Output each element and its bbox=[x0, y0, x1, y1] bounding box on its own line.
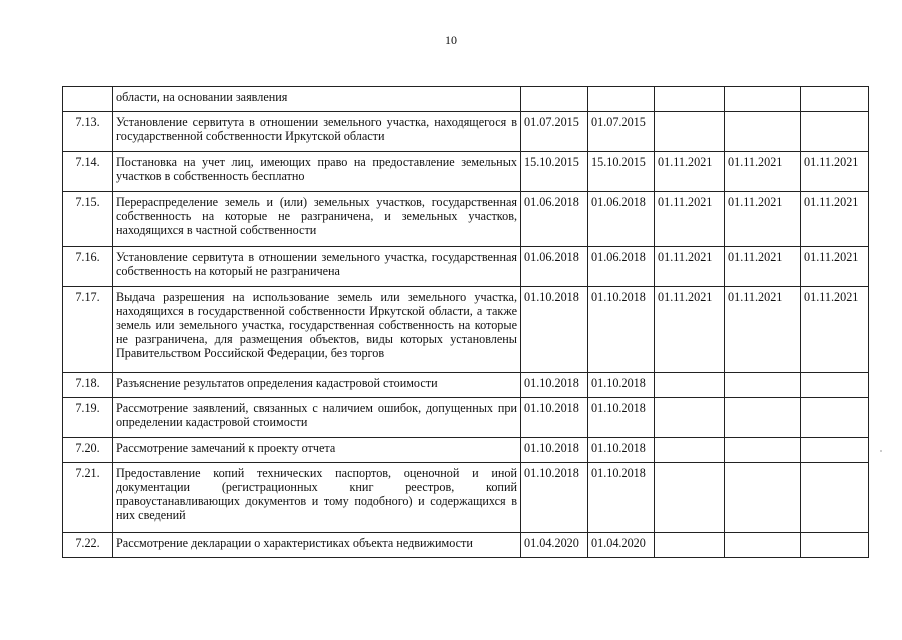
service-name: Рассмотрение декларации о характеристиках объекта недвижимости bbox=[113, 533, 521, 558]
date-cell bbox=[725, 373, 801, 398]
table-row bbox=[63, 192, 869, 247]
date-cell bbox=[655, 438, 725, 463]
date-cell bbox=[521, 87, 588, 112]
row-number: 7.19. bbox=[63, 398, 113, 438]
date-cell bbox=[801, 398, 869, 438]
date-cell: 01.10.2018 bbox=[521, 398, 588, 438]
date-cell: 01.11.2021 bbox=[655, 287, 725, 373]
table-row bbox=[63, 533, 869, 558]
row-number: 7.13. bbox=[63, 112, 113, 152]
service-name: области, на основании заявления bbox=[113, 87, 521, 112]
service-name: Разъяснение результатов определения кадастровой стоимости bbox=[113, 373, 521, 398]
date-cell: 01.10.2018 bbox=[588, 463, 655, 533]
table-row bbox=[63, 373, 869, 398]
table-row bbox=[63, 398, 869, 438]
date-cell bbox=[801, 438, 869, 463]
date-cell: 01.06.2018 bbox=[588, 192, 655, 247]
date-cell: 15.10.2015 bbox=[588, 152, 655, 192]
table-row bbox=[63, 438, 869, 463]
row-number bbox=[63, 87, 113, 112]
date-cell: 01.11.2021 bbox=[725, 152, 801, 192]
table-row bbox=[63, 287, 869, 373]
date-cell bbox=[801, 373, 869, 398]
row-number: 7.16. bbox=[63, 247, 113, 287]
services-table bbox=[62, 86, 869, 558]
date-cell: 01.06.2018 bbox=[588, 247, 655, 287]
date-cell bbox=[725, 87, 801, 112]
service-name: Предоставление копий технических паспортов, оценочной и иной документации (регистрационных книг реестров, копий правоустанавливающих документов и тому подобного) и содержащихся в них сведений bbox=[113, 463, 521, 533]
date-cell: 01.11.2021 bbox=[801, 152, 869, 192]
service-name: Установление сервитута в отношении земельного участка, находящегося в государственной собственности Иркутской области bbox=[113, 112, 521, 152]
date-cell: 01.10.2018 bbox=[521, 438, 588, 463]
row-number: 7.15. bbox=[63, 192, 113, 247]
date-cell: 01.04.2020 bbox=[588, 533, 655, 558]
date-cell: 15.10.2015 bbox=[521, 152, 588, 192]
table-row bbox=[63, 152, 869, 192]
date-cell: 01.11.2021 bbox=[655, 152, 725, 192]
row-number: 7.18. bbox=[63, 373, 113, 398]
service-name: Установление сервитута в отношении земельного участка, государственная собственность на который не разграничена bbox=[113, 247, 521, 287]
date-cell: 01.11.2021 bbox=[725, 287, 801, 373]
date-cell: 01.11.2021 bbox=[801, 287, 869, 373]
date-cell: 01.07.2015 bbox=[521, 112, 588, 152]
date-cell: 01.10.2018 bbox=[521, 287, 588, 373]
date-cell bbox=[725, 463, 801, 533]
date-cell: 01.10.2018 bbox=[588, 373, 655, 398]
date-cell bbox=[588, 87, 655, 112]
date-cell bbox=[655, 87, 725, 112]
date-cell bbox=[725, 438, 801, 463]
date-cell bbox=[655, 463, 725, 533]
date-cell bbox=[801, 87, 869, 112]
date-cell bbox=[801, 463, 869, 533]
service-name: Рассмотрение замечаний к проекту отчета bbox=[113, 438, 521, 463]
date-cell: 01.11.2021 bbox=[725, 247, 801, 287]
date-cell: 01.11.2021 bbox=[725, 192, 801, 247]
table-row bbox=[63, 247, 869, 287]
date-cell: 01.07.2015 bbox=[588, 112, 655, 152]
date-cell: 01.10.2018 bbox=[588, 398, 655, 438]
date-cell: 01.11.2021 bbox=[655, 192, 725, 247]
table-row bbox=[63, 112, 869, 152]
date-cell bbox=[655, 373, 725, 398]
date-cell bbox=[801, 112, 869, 152]
service-name: Перераспределение земель и (или) земельных участков, государственная собственность на которые не разграничена, и земельных участков, находящихся в частной собственности bbox=[113, 192, 521, 247]
date-cell bbox=[725, 398, 801, 438]
date-cell: 01.10.2018 bbox=[588, 287, 655, 373]
date-cell: 01.06.2018 bbox=[521, 192, 588, 247]
row-number: 7.14. bbox=[63, 152, 113, 192]
table-row bbox=[63, 87, 869, 112]
date-cell bbox=[801, 533, 869, 558]
row-number: 7.22. bbox=[63, 533, 113, 558]
date-cell: 01.10.2018 bbox=[521, 463, 588, 533]
date-cell: 01.11.2021 bbox=[655, 247, 725, 287]
date-cell bbox=[725, 533, 801, 558]
row-number: 7.21. bbox=[63, 463, 113, 533]
service-name: Выдача разрешения на использование земель или земельного участка, находящихся в государственной собственности Иркутской области, а также земель или земельного участка, государственная собственность на которые не разграничена, для размещения объектов, виды которых установлены Правительством Российской Федерации, без торгов bbox=[113, 287, 521, 373]
date-cell: 01.06.2018 bbox=[521, 247, 588, 287]
date-cell bbox=[655, 533, 725, 558]
page-number: 10 bbox=[445, 33, 457, 47]
row-number: 7.20. bbox=[63, 438, 113, 463]
date-cell bbox=[655, 398, 725, 438]
date-cell: 01.10.2018 bbox=[521, 373, 588, 398]
service-name: Постановка на учет лиц, имеющих право на предоставление земельных участков в собственность бесплатно bbox=[113, 152, 521, 192]
date-cell bbox=[655, 112, 725, 152]
date-cell: 01.04.2020 bbox=[521, 533, 588, 558]
date-cell: 01.11.2021 bbox=[801, 192, 869, 247]
date-cell: 01.10.2018 bbox=[588, 438, 655, 463]
date-cell: 01.11.2021 bbox=[801, 247, 869, 287]
date-cell bbox=[725, 112, 801, 152]
table-row bbox=[63, 463, 869, 533]
scan-speck bbox=[880, 450, 882, 452]
row-number: 7.17. bbox=[63, 287, 113, 373]
service-name: Рассмотрение заявлений, связанных с наличием ошибок, допущенных при определении кадастровой стоимости bbox=[113, 398, 521, 438]
table-body bbox=[63, 87, 869, 558]
